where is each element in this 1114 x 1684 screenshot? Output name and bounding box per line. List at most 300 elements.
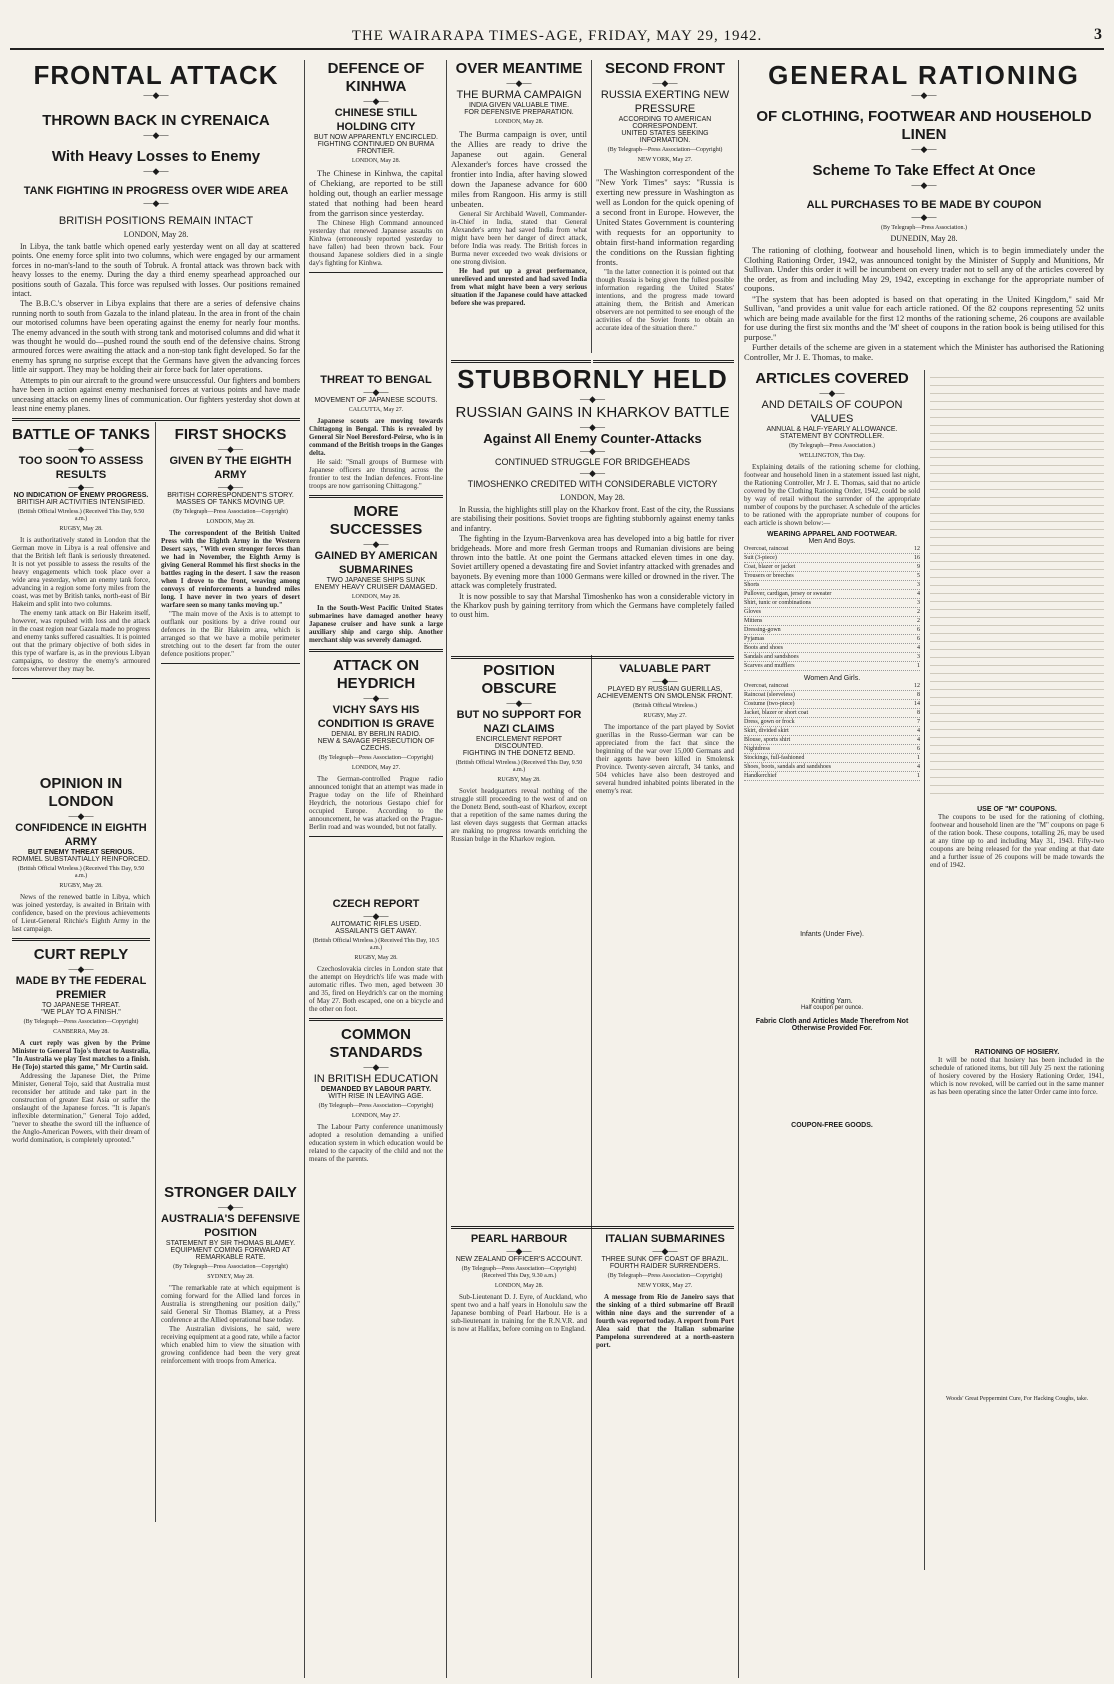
- headline-first-shocks: FIRST SHOCKS: [174, 426, 287, 444]
- coupon-count: 4: [917, 764, 920, 770]
- coupon-row: [744, 736, 920, 745]
- headline-valuable-part: VALUABLE PART: [619, 663, 711, 675]
- section-rule: [451, 1226, 734, 1229]
- section-rule: [309, 495, 443, 498]
- subhead: ROMMEL SUBSTANTIALLY REINFORCED.: [12, 856, 150, 864]
- dateline: LONDON, May 27.: [351, 765, 401, 771]
- coupon-count: 3: [917, 600, 920, 606]
- subhead: AUSTRALIA'S DEFENSIVE POSITION: [161, 1213, 300, 1240]
- divider-ornament: —◆—: [911, 144, 937, 154]
- coupon-row: [744, 590, 920, 599]
- column-3-bottom: [451, 1232, 587, 1672]
- credit-line: (British Official Wireless.) (Received This Day, 10.5 a.m.): [312, 938, 440, 951]
- article-paragraph: The Labour Party conference unanimously adopted a resolution demanding a unified education system in which education would be related to the capacity of the child and not the means of the parents.: [309, 1123, 443, 1163]
- subhead: TO JAPANESE THREAT.: [41, 1002, 121, 1010]
- dateline: LONDON, May 28.: [494, 119, 544, 125]
- dateline: RUGBY, May 28.: [59, 526, 103, 533]
- page-number: 3: [1094, 26, 1102, 43]
- coupon-count: 5: [917, 573, 920, 579]
- credit-line: (By Telegraph—Press Association—Copyright): [318, 755, 434, 761]
- section-rule: [309, 272, 443, 273]
- list-section-women: Women And Girls.: [803, 675, 861, 682]
- article-paragraph: Further details of the scheme are given in a statement which the Minister has authorised the Rationing Controller, Mr J. E. Thomas, to make.: [744, 342, 1104, 362]
- article-paragraph: Japanese scouts are moving towards Chittagong in Bengal. This is revealed by General Sir Noel Beresford-Peirse, who is in command of the British troops in the Ganges delta.: [309, 417, 443, 457]
- list-section-knitting: Knitting Yarn.: [811, 998, 853, 1005]
- subcolumn-left: [744, 370, 920, 1129]
- article-paragraph: It will be noted that hosiery has been included in the schedule of rationed items, but till July 25 next the rationing of hosiery covered by the Hosiery Rationing Order, 1941, which is now revoked, will be carried out in the same manner as has been operating since the latter Order came into force.: [930, 1056, 1104, 1096]
- subhead: ACCORDING TO AMERICAN CORRESPONDENT.: [618, 116, 712, 130]
- subhead: DENIAL BY BERLIN RADIO.: [331, 731, 421, 738]
- article-paragraph: The enemy tank attack on Bir Hakeim itself, however, was repulsed with loss and the attack in the coast region near Gazala made no progress and enemy tanks suffered casualties. It is pointed out that the primary objective of both sides in this type of warfare is, as in the previous Libyan campaigns, to destroy the enemy's armoured forces wherever they may be.: [12, 609, 150, 674]
- headline-opinion-in-london: OPINION IN LONDON: [39, 775, 123, 811]
- divider-ornament: —◆—: [911, 90, 937, 100]
- subhead: THE BURMA CAMPAIGN: [456, 89, 582, 101]
- article-paragraph: In Russia, the highlights still play on the Kharkov front. East of the city, the Russians are stabilising their positions. Soviet troops are fighting stubbornly against enemy tanks and infantry.: [451, 505, 734, 533]
- column-2: [309, 60, 443, 1678]
- subhead-clothing-footwear: OF CLOTHING, FOOTWEAR AND HOUSEHOLD LINEN: [756, 108, 1092, 143]
- dateline: CANBERRA, May 28.: [53, 1029, 109, 1036]
- masthead: [10, 24, 1104, 50]
- coupon-item: Boots and shoes: [744, 645, 783, 651]
- headline-pearl-harbour: PEARL HARBOUR: [470, 1233, 568, 1245]
- coupon-row: [744, 772, 920, 781]
- credit-line: (British Official Wireless.) (Received This Day, 9.50 a.m.): [455, 760, 583, 773]
- headline-stubbornly-held: STUBBORNLY HELD: [457, 364, 728, 394]
- subhead: GAINED BY AMERICAN SUBMARINES: [314, 550, 438, 576]
- use-of-m-coupons-title: USE OF "M" COUPONS.: [977, 806, 1057, 813]
- stubbornly-held-article: [451, 364, 734, 654]
- subcolumn-left: [12, 426, 150, 1145]
- article-paragraph: A message from Rio de Janeiro says that the sinking of a third submarine off Brazil within nine days and the surrender of a fourth was reported today. A report from Port Alea said that the Italian submarine Pampelona surrendered at a north-eastern port.: [596, 1293, 734, 1349]
- credit-line: (By Telegraph—Press Association—Copyright): [607, 1273, 723, 1279]
- coupon-count: 4: [917, 728, 920, 734]
- credit-line: (By Telegraph—Press Association—Copyright): [173, 509, 288, 516]
- subhead: FOURTH RAIDER SURRENDERS.: [609, 1263, 721, 1270]
- article-paragraph: The German-controlled Prague radio announced tonight that an attempt was made in Prague today on the life of Rheinhard Heydrich, the notorious Gestapo chief for occupied Europe. According to the announcement, he was attacked on the Prague-Berlin road and was wounded, but not fatally.: [309, 775, 443, 831]
- advertisement-peppermint-cure: Woods' Great Peppermint Cure, For Hacking Coughs, take.: [945, 1396, 1089, 1402]
- coupon-item: Shorts: [744, 582, 760, 588]
- headline-battle-of-tanks: BATTLE OF TANKS: [12, 426, 150, 444]
- headline-position-obscure: POSITION OBSCURE: [481, 662, 557, 697]
- subhead-positions-intact: BRITISH POSITIONS REMAIN INTACT: [58, 215, 254, 227]
- divider-ornament: —◆—: [68, 482, 94, 493]
- list-section-coupon-free: COUPON-FREE GOODS.: [791, 1122, 873, 1129]
- coupon-row: [744, 745, 920, 754]
- coupon-count: 8: [917, 710, 920, 716]
- dateline: SYDNEY, May 28.: [207, 1274, 254, 1281]
- coupon-item: Mittens: [744, 618, 763, 624]
- coupon-count: 9: [917, 564, 920, 570]
- women-coupon-list: [744, 682, 920, 781]
- subhead: FIGHTING IN THE DONETZ BEND.: [462, 750, 576, 757]
- subhead: MADE BY THE FEDERAL PREMIER: [15, 975, 147, 1002]
- headline-curt-reply: CURT REPLY: [33, 946, 129, 964]
- divider-ornament: —◆—: [143, 198, 169, 208]
- section-rule: [309, 649, 443, 652]
- divider-ornament: —◆—: [363, 1062, 389, 1072]
- coupon-row: [744, 653, 920, 662]
- credit-line: (By Telegraph—Press Association—Copyright): [173, 1264, 288, 1271]
- dateline: RUGBY, May 27.: [643, 713, 687, 719]
- subhead: UNITED STATES SEEKING INFORMATION.: [621, 130, 709, 144]
- subhead: AND DETAILS OF COUPON VALUES: [761, 399, 903, 425]
- divider-ornament: —◆—: [506, 1246, 532, 1256]
- subhead: RUSSIAN GAINS IN KHARKOV BATTLE: [455, 404, 730, 421]
- divider-ornament: —◆—: [143, 90, 169, 100]
- subhead: FIGHTING CONTINUED ON BURMA FRONTIER.: [317, 141, 435, 155]
- article-paragraph: Explaining details of the rationing scheme for clothing, footwear and household linen in a statement issued last night, the Rationing Controller, Mr J. E. Thomas, said that no article covered by the Clothing Rationing Order, 1942, could be sold by way of retail without the surrender of the appropriate number of coupons by the purchaser. A schedule of the articles to be rationed with the appropriate number of coupons for each article is shown below:—: [744, 463, 920, 527]
- coupon-row: [744, 709, 920, 718]
- dateline: WELLINGTON, This Day.: [799, 453, 865, 459]
- article-paragraph: In the South-West Pacific United States submarines have damaged another heavy Japanese cruiser and have sunk a large auxiliary ship and cargo ship. Another merchant ship was severely damaged.: [309, 604, 443, 644]
- coupon-item: Overcoat, raincoat: [744, 546, 789, 552]
- column-rule: [304, 60, 305, 1678]
- divider-ornament: —◆—: [363, 539, 389, 549]
- divider-ornament: —◆—: [819, 388, 845, 398]
- article-paragraph: It is authoritatively stated in London that the German move in Libya is a real offensive and that the British left flank is seriously threatened. It is not yet possible to assess the results of the heavy engagements which took place over a wide area yesterday, when an enemy tank force, advancing in a region some forty miles from the coast, was met by British tanks, north-east of Bir Hakeim and split into two columns.: [12, 536, 150, 609]
- headline-threat-to-bengal: THREAT TO BENGAL: [320, 374, 432, 386]
- article-paragraph: It is now possible to say that Marshal Timoshenko has won a considerable victory in the Kharkov push by gaining territory from which the Germans have completely failed to oust him.: [451, 591, 734, 620]
- coupon-row: [744, 545, 920, 554]
- article-paragraph: He said: "Small groups of Burmese with Japanese officers are thrusting across the frontier to test the Indian defences. Front-line troops are now garrisoning Chittagong.": [309, 458, 443, 490]
- subhead: ENEMY HEAVY CRUISER DAMAGED.: [314, 584, 438, 591]
- subhead: BUT ENEMY THREAT SERIOUS.: [27, 849, 135, 857]
- article-paragraph: The correspondent of the British United Press with the Eighth Army in the Western Desert says, "With even stronger forces than we had in November, the Eighth Army is giving General Rommel his first shocks in the battles raging in the desert. I saw the reason when I drove to the front, weaving among convoys of reinforcements a hundred miles long. I have never in two years of desert warfare seen so many tanks moving up.": [161, 529, 300, 610]
- subhead: NO INDICATION OF ENEMY PROGRESS.: [13, 492, 149, 500]
- coupon-count: 6: [917, 627, 920, 633]
- article-paragraph: General Sir Archibald Wavell, Commander-in-Chief in India, stated that General Alexander's army had saved India from what might have been her danger of direct attack, before India was ready. The British forces in Burma never exceeded two weak divisions or one strong division.: [451, 210, 587, 266]
- subhead: PLAYED BY RUSSIAN GUERILLAS,: [607, 686, 723, 693]
- headline-more-successes: MORE SUCCESSES: [329, 503, 423, 538]
- divider-ornament: —◆—: [580, 468, 605, 478]
- subhead: INDIA GIVEN VALUABLE TIME.: [468, 102, 570, 109]
- headline-second-front: SECOND FRONT: [605, 60, 725, 77]
- coupon-row: [744, 554, 920, 563]
- dateline: DUNEDIN, May 28.: [890, 234, 958, 243]
- coupon-item: Pullover, cardigan, jersey or sweater: [744, 591, 832, 597]
- divider-ornament: —◆—: [68, 964, 94, 975]
- column-rule: [591, 60, 592, 1678]
- coupon-count: 1: [917, 755, 920, 761]
- coupon-row: [744, 599, 920, 608]
- headline-stronger-daily: STRONGER DAILY: [164, 1184, 297, 1202]
- credit-line: (By Telegraph—Press Association—Copyright) (Received This Day, 9.30 a.m.): [461, 1266, 577, 1279]
- coupon-item: Sandals and sandshoes: [744, 654, 799, 660]
- coupon-row: [744, 644, 920, 653]
- subhead: TWO JAPANESE SHIPS SUNK: [326, 577, 426, 584]
- divider-ornament: —◆—: [363, 911, 389, 921]
- subcolumn-right: [930, 370, 1104, 1406]
- subhead: GIVEN BY THE EIGHTH ARMY: [169, 455, 292, 482]
- divider-ornament: —◆—: [652, 78, 678, 88]
- dateline: LONDON, May 28.: [206, 519, 255, 526]
- subhead: BRITISH AIR ACTIVITIES INTENSIFIED.: [17, 499, 145, 507]
- coupon-item: Overcoat, raincoat: [744, 683, 789, 689]
- column-3-top: [451, 60, 587, 350]
- subhead: STATEMENT BY SIR THOMAS BLAMEY.: [165, 1240, 296, 1248]
- article-paragraph: "The system that has been adopted is based on that operating in the United Kingdom," said Mr Sullivan, "and provides a unit value for each article rationed. Of the 82 coupons representing 52 units which are being made available for the first 12 months of the rationing scheme, 26 coupons are available for use during the first six months and the 'M' sheet of coupons in the ration book is being utilised for this purpose.": [744, 293, 1104, 342]
- dateline: CALCUTTA, May 27.: [348, 407, 404, 413]
- men-coupon-list: [744, 545, 920, 671]
- headline-common-standards: COMMON STANDARDS: [329, 1026, 423, 1061]
- subhead: CONFIDENCE IN EIGHTH ARMY: [15, 822, 147, 849]
- coupon-item: Dressing-gown: [744, 627, 781, 633]
- headline-czech-report: CZECH REPORT: [332, 898, 420, 910]
- subhead: RUSSIA EXERTING NEW PRESSURE: [600, 89, 730, 115]
- credit-line: (British Official Wireless.): [632, 703, 698, 709]
- coupon-count: 12: [914, 683, 920, 689]
- coupon-item: Trousers or breeches: [744, 573, 794, 579]
- list-section-fabric: Fabric Cloth and Articles Made Therefrom Not Otherwise Provided For.: [755, 1018, 909, 1032]
- divider-ornament: —◆—: [363, 96, 389, 106]
- subhead: AUTOMATIC RIFLES USED.: [330, 921, 422, 928]
- article-paragraph: The Washington correspondent of the "New York Times" says: "Russia is exerting new pressure in Washington as well as London for the quick opening of a second front in Europe. However, the United States Government is countering with requests for an opportunity to obtain first-hand information regarding the conditions on the Russian fighting fronts.: [596, 167, 734, 267]
- section-rule: [309, 836, 443, 837]
- column-3-mid: [451, 662, 587, 1122]
- column-rule: [446, 60, 447, 1678]
- schedule-text-block: [930, 370, 1104, 800]
- subhead: EQUIPMENT COMING FORWARD AT REMARKABLE RATE.: [170, 1247, 291, 1262]
- article-paragraph: Addressing the Japanese Diet, the Prime Minister, General Tojo, said that Australia must reconsider her attitude and take part in the construction of greater East Asia or suffer the onslaught of the Japanese forces. "It is Japan's inflexible determination," General Tojo added, "never to sheathe the sword till the influence of the Anglo-American Powers, with their dream of world domination, is completely uprooted.": [12, 1072, 150, 1145]
- article-paragraph: The Australian divisions, he said, were receiving equipment at a good rate, while a factor which enabled him to view the situation with growing confidence had been the very great reinforcement with troops from America.: [161, 1325, 300, 1366]
- divider-ornament: —◆—: [68, 811, 94, 822]
- article-paragraph: The rationing of clothing, footwear and household linen, which is to begin immediately under the Clothing Rationing Order, 1942, was announced tonight by the Minister of Supply and Munitions, Mr Sullivan. Under this order it will be incumbent on every trader not to sell any of the articles covered by the order, as from and including May 29, 1942, excepting in exchange for the appropriate number of coupons.: [744, 245, 1104, 293]
- subhead: TIMOSHENKO CREDITED WITH CONSIDERABLE VICTORY: [467, 479, 718, 489]
- divider-ornament: —◆—: [218, 482, 243, 493]
- headline-articles-covered: ARTICLES COVERED: [755, 370, 909, 387]
- article-paragraph: "The main move of the Axis is to attempt to outflank our positions by a drive round our defences in the Bir Hakeim area, which is arranged so that we have a mobile perimeter stretching out to the desert far from the outer defence positions proper.": [161, 610, 300, 659]
- coupon-item: Dress, gown or frock: [744, 719, 795, 725]
- coupon-count: 8: [917, 692, 920, 698]
- list-section-men: Men And Boys.: [808, 538, 856, 545]
- subhead-tank-fighting: TANK FIGHTING IN PROGRESS OVER WIDE AREA: [23, 185, 289, 197]
- coupon-row: [744, 727, 920, 736]
- dateline: LONDON, May 27.: [351, 1113, 401, 1119]
- coupon-item: Shoes, boots, sandals and sandshoes: [744, 764, 831, 770]
- divider-ornament: —◆—: [363, 693, 389, 703]
- subhead: CONTINUED STRUGGLE FOR BRIDGEHEADS: [494, 457, 691, 467]
- divider-ornament: —◆—: [68, 444, 94, 455]
- dateline: RUGBY, May 28.: [354, 955, 398, 961]
- coupon-count: 4: [917, 737, 920, 743]
- credit-line: (By Telegraph—Press Association—Copyright): [318, 1103, 434, 1109]
- headline-general-rationing: GENERAL RATIONING: [768, 60, 1080, 90]
- headline-over-meantime: OVER MEANTIME: [455, 60, 583, 77]
- divider-ornament: —◆—: [652, 676, 678, 686]
- coupon-row: [744, 608, 920, 617]
- subhead: ACHIEVEMENTS ON SMOLENSK FRONT.: [597, 693, 733, 700]
- subhead: NEW ZEALAND OFFICER'S ACCOUNT.: [455, 1256, 583, 1263]
- coupon-item: Suit (3-piece): [744, 555, 777, 561]
- divider-ornament: —◆—: [506, 698, 532, 708]
- credit-line: (By Telegraph—Press Association—Copyright): [23, 1019, 139, 1026]
- subhead: BUT NOW APPARENTLY ENCIRCLED.: [314, 134, 438, 141]
- section-rule: [12, 938, 150, 941]
- column-rule: [738, 60, 739, 1678]
- subhead: VICHY SAYS HIS CONDITION IS GRAVE: [317, 704, 435, 730]
- subhead: ASSAILANTS GET AWAY.: [335, 928, 417, 935]
- coupon-count: 2: [917, 609, 920, 615]
- column-rule: [924, 370, 925, 1570]
- coupon-item: Coat, blazer or jacket: [744, 564, 796, 570]
- article-paragraph: Sub-Lieutenant D. J. Eyre, of Auckland, who spent two and a half years in Honolulu saw the Japanese bombing of Pearl Harbour. He is a sub-lieutenant in training for the R.N.V.R. and is now at Halifax, before coming on to England.: [451, 1293, 587, 1333]
- article-paragraph: The Chinese High Command announced yesterday that renewed Japanese assaults on Kinhwa (erroneously reported yesterday to have fallen) had been thrown back. Four thousand Japanese soldiers died in a single day's fighting for Kinhwa.: [309, 219, 443, 267]
- headline-attack-on-heydrich: ATTACK ON HEYDRICH: [332, 657, 420, 692]
- subhead: Against All Enemy Counter-Attacks: [483, 431, 702, 446]
- coupon-row: [744, 617, 920, 626]
- section-rule: [12, 678, 150, 679]
- article-paragraph: The importance of the part played by Soviet guerillas in the Russo-German war can be appreciated from the fact that since the beginning of the war over 15,000 Germans and their agents have been killed in Smolensk Province. Twenty-seven aircraft, 34 tanks, and 504 vehicles have also been destroyed and several hundred inhabited points liberated in the enemy's rear.: [596, 723, 734, 795]
- dateline: NEW YORK, May 27.: [637, 1283, 693, 1289]
- subhead-take-effect: Scheme To Take Effect At Once: [812, 162, 1036, 179]
- credit-line: (By Telegraph—Press Association—Copyright): [607, 147, 723, 153]
- dateline: LONDON, May 28.: [560, 493, 625, 502]
- dateline: LONDON, May 28.: [494, 1283, 544, 1289]
- coupon-count: 2: [917, 618, 920, 624]
- divider-ornament: —◆—: [580, 394, 605, 404]
- coupon-row: [744, 635, 920, 644]
- rationing-subcolumns: [744, 370, 1104, 1570]
- divider-ornament: —◆—: [580, 446, 605, 456]
- dateline: RUGBY, May 28.: [59, 883, 103, 890]
- coupon-count: 4: [917, 591, 920, 597]
- divider-ornament: —◆—: [218, 444, 243, 455]
- divider-ornament: —◆—: [143, 166, 169, 176]
- subhead: BUT NO SUPPORT FOR NAZI CLAIMS: [456, 709, 582, 735]
- subhead: IN BRITISH EDUCATION: [313, 1073, 439, 1085]
- article-paragraph: The fighting in the Izyum-Barvenkova area has developed into a big battle for river bridgeheads. More and more fresh German troops and Rumanian divisions are being thrown into the battle. At one point the Germans attacked eleven times in one day. Soviet artillery opened a devastating fire and Soviet infantry attacked with grenades and bayonets. By evening more than 1000 Germans were killed or drowned in the river. The attack was completely frustrated.: [451, 534, 734, 591]
- subcolumn-right: [161, 426, 300, 1366]
- rationing-of-hosiery-title: RATIONING OF HOSIERY.: [974, 1049, 1060, 1056]
- article-paragraph: The B.B.C.'s observer in Libya explains that there are a series of defensive chains running north to south from Gazala to the inland plateau. In the area in front of the chain our motorised columns have been operating against the enemy for nearly four months. The enemy advanced in the south with strong tank and motorised columns and did what it was thought he would do—pushed round the south end of the defensive chains. Strong armoured forces were awaiting the attack and a non-stop tank fight developed. So far the enemy has sprung no surprise except that the Germans have given the advancing forces little air support. They may be holding their air force back for later operations.: [12, 299, 300, 375]
- section-rule: [12, 418, 300, 421]
- coupon-row: [744, 572, 920, 581]
- column-5: [744, 60, 1104, 1678]
- coupon-count: 12: [914, 546, 920, 552]
- coupon-count: 4: [917, 645, 920, 651]
- coupon-row: [744, 563, 920, 572]
- coupon-count: 6: [917, 746, 920, 752]
- article-paragraph: The coupons to be used for the rationing of clothing, footwear and household linen are the "M" coupons on page 6 of the ration book. These coupons, totalling 26, may be used at any time up to and including May 31, 1943. Fifty-two coupons are being released for the year ending at that date and a further issue of 26 coupons will be made towards the end of 1942.: [930, 813, 1104, 869]
- coupon-count: 3: [917, 654, 920, 660]
- dateline: LONDON, May 28.: [123, 230, 189, 239]
- article-paragraph: The Burma campaign is over, until the Allies are ready to drive the Japanese out again. General Alexander's forces have crossed the frontier into India, after having slowed down the Japanese advance for 600 miles from Rangoon. His army is still unbeaten.: [451, 129, 587, 209]
- credit-line: (By Telegraph—Press Association.): [881, 225, 967, 231]
- coupon-row: [744, 754, 920, 763]
- credit-line: (By Telegraph—Press Association.): [789, 443, 875, 449]
- coupon-count: 16: [914, 555, 920, 561]
- coupon-row: [744, 581, 920, 590]
- list-title: WEARING APPAREL AND FOOTWEAR.: [767, 531, 897, 538]
- knit-note: Half coupon per ounce.: [800, 1005, 864, 1011]
- coupon-count: 6: [917, 636, 920, 642]
- divider-ornament: —◆—: [580, 422, 605, 432]
- subhead: CHINESE STILL HOLDING CITY: [334, 107, 418, 133]
- coupon-row: [744, 682, 920, 691]
- dateline: LONDON, May 28.: [351, 158, 401, 164]
- subhead: DEMANDED BY LABOUR PARTY.: [320, 1086, 432, 1093]
- subhead-heavy-losses: With Heavy Losses to Enemy: [51, 148, 261, 165]
- divider-ornament: —◆—: [143, 130, 169, 140]
- divider-ornament: —◆—: [911, 212, 937, 222]
- coupon-item: Gloves: [744, 609, 761, 615]
- subhead-by-coupon: ALL PURCHASES TO BE MADE BY COUPON: [806, 199, 1042, 211]
- frontal-subcolumns: [12, 426, 300, 1526]
- article-paragraph: "The remarkable rate at which equipment is coming forward for the Allied land forces in Australia is strengthening our position daily," said General Sir Thomas Blamey, at a Press conference at the Allied operational base today.: [161, 1284, 300, 1325]
- divider-ornament: —◆—: [652, 1246, 678, 1256]
- subhead: STATEMENT BY CONTROLLER.: [779, 433, 885, 440]
- subhead: MOVEMENT OF JAPANESE SCOUTS.: [314, 397, 438, 404]
- subhead: BRITISH CORRESPONDENT'S STORY.: [167, 492, 294, 500]
- coupon-item: Handkerchief: [744, 773, 777, 779]
- article-paragraph: News of the renewed battle in Libya, which was joined yesterday, is awaited in Britain with confidence, based on the previous achievements of Lieut-General Ritchie's Eighth Army in the last campaign.: [12, 893, 150, 934]
- coupon-item: Raincoat (sleeveless): [744, 692, 795, 698]
- column-1: [12, 60, 300, 1678]
- dateline: NEW YORK, May 27.: [637, 157, 693, 163]
- coupon-row: [744, 718, 920, 727]
- section-rule: [161, 663, 300, 664]
- coupon-item: Blouse, sports shirt: [744, 737, 791, 743]
- divider-ornament: —◆—: [506, 78, 532, 88]
- divider-ornament: —◆—: [911, 180, 937, 190]
- column-rule: [155, 422, 156, 1522]
- coupon-count: 7: [917, 719, 920, 725]
- article-paragraph: The Chinese in Kinhwa, the capital of Chekiang, are reported to be still holding out, though an earlier message stated that nothing had been heard from the garrison since yesterday.: [309, 168, 443, 218]
- subhead: THREE SUNK OFF COAST OF BRAZIL.: [601, 1256, 729, 1263]
- coupon-item: Nightdress: [744, 746, 770, 752]
- coupon-row: [744, 626, 920, 635]
- coupon-row: [744, 700, 920, 709]
- headline-frontal-attack: FRONTAL ATTACK: [33, 60, 279, 90]
- headline-italian-submarines: ITALIAN SUBMARINES: [605, 1233, 725, 1245]
- credit-line: (British Official Wireless.) (Received This Day, 9.50 a.m.): [17, 509, 145, 523]
- subhead: ANNUAL & HALF-YEARLY ALLOWANCE.: [766, 426, 898, 433]
- subhead: MASSES OF TANKS MOVING UP.: [176, 499, 285, 507]
- headline-defence-of-kinhwa: DEFENCE OF KINHWA: [327, 60, 425, 95]
- credit-line: (British Official Wireless.) (Received This Day, 9.50 a.m.): [17, 866, 145, 880]
- section-rule: [309, 1018, 443, 1021]
- subhead: ENCIRCLEMENT REPORT DISCOUNTED.: [475, 736, 563, 750]
- coupon-item: Stockings, full-fashioned: [744, 755, 805, 761]
- coupon-item: Costume (two-piece): [744, 701, 795, 707]
- dateline: RUGBY, May 28.: [497, 777, 541, 783]
- masthead-title: THE WAIRARAPA TIMES-AGE, FRIDAY, MAY 29, 1942.: [351, 28, 763, 44]
- subhead: WITH RISE IN LEAVING AGE.: [328, 1093, 424, 1100]
- article-paragraph: Czechoslovakia circles in London state that the attempt on Heydrich's life was made with automatic rifles. Two men, aged between 30 and 35, fired on Heydrich's car on the morning of May 27. Both escaped, one on a bicycle and the other on foot.: [309, 965, 443, 1013]
- coupon-count: 3: [917, 582, 920, 588]
- column-4-mid: [596, 662, 734, 1122]
- coupon-item: Pyjamas: [744, 636, 765, 642]
- subhead: TOO SOON TO ASSESS RESULTS: [18, 455, 144, 482]
- article-paragraph: "In the latter connection it is pointed out that though Russia is being given the fullest possible information regarding the United States' intentions, and the progress made toward attaining them, the British and American observers are not permitted to see enough of the activities of the Soviet fronts to obtain an accurate idea of the situation there.": [596, 268, 734, 332]
- coupon-item: Skirt, divided skirt: [744, 728, 789, 734]
- coupon-item: Scarves and mufflers: [744, 663, 795, 669]
- coupon-row: [744, 691, 920, 700]
- coupon-item: Jacket, blazer or short coat: [744, 710, 809, 716]
- article-paragraph: A curt reply was given by the Prime Minister to General Tojo's threat to Australia, "In Australia we play Test matches to a finish. He (Tojo) started this game," Mr Curtin said.: [12, 1039, 150, 1072]
- article-paragraph: Attempts to pin our aircraft to the ground were unsuccessful. Our fighters and bombers have been in action against enemy mechanised forces at various points and have made unceasing attacks on enemy lines of communication. Our fighters yesterday shot down at least nine enemy planes.: [12, 375, 300, 413]
- article-paragraph: In Libya, the tank battle which opened early yesterday went on all day at scattered points. One enemy force split into two columns, which were engaged by our armament forces in no-man's-land to the south of Tobruk. A frontal attack was thrown back with heavy losses to the enemy. During the day a third enemy spearhead approached our positions south of Gazala. This force was repulsed with losses. Our positions remained intact.: [12, 242, 300, 299]
- coupon-count: 1: [917, 773, 920, 779]
- section-rule: [451, 656, 734, 659]
- coupon-count: 14: [914, 701, 920, 707]
- coupon-row: [744, 763, 920, 772]
- subhead: FOR DEFENSIVE PREPARATION.: [464, 109, 574, 116]
- column-4-top: [596, 60, 734, 350]
- subhead: "WE PLAY TO A FINISH.": [41, 1009, 121, 1017]
- coupon-row: [744, 662, 920, 671]
- coupon-count: 1: [917, 663, 920, 669]
